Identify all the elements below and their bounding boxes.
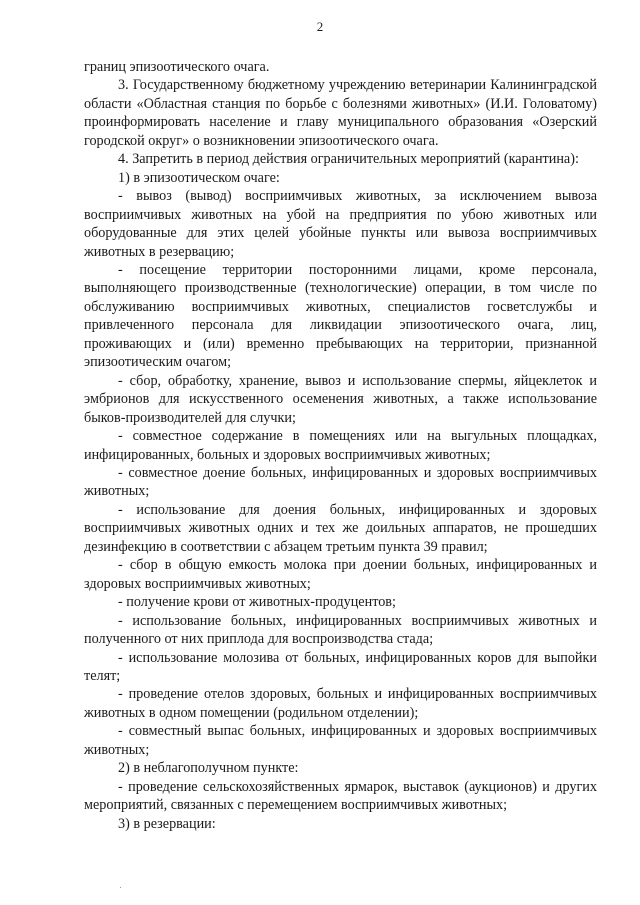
subitem-1-heading: 1) в эпизоотическом очаге: — [118, 169, 280, 186]
restriction-joint-keeping: - совместное содержание в помещениях или на выгульных площадках, инфицированных, больных и здоровых восприимчивых животных; — [84, 428, 597, 463]
restriction-joint-milking: - совместное доение больных, инфицированных и здоровых восприимчивых животных; — [84, 464, 597, 500]
scan-speck — [120, 887, 121, 888]
restriction-breeding-use: - использование больных, инфицированных восприимчивых животных и полученного от них приплода для воспроизводства стада; — [84, 612, 597, 648]
restriction-milk-collection: - сбор в общую емкость молока при доении больных, инфицированных и здоровых восприимчивых животных; — [84, 557, 597, 592]
restriction-fairs: - проведение сельскохозяйственных ярмарок, выставок (аукционов) и других мероприятий, связанных с перемещением восприимчивых животных; — [84, 778, 597, 814]
subitem-2-heading: 2) в неблагополучном пункте: — [118, 760, 299, 777]
restriction-export-animals: - вывоз (вывод) восприимчивых животных, за исключением вывоза восприимчивых животных на убой на предприятия по убою животных или оборудованные для этих целей убойные пункты или вывоза восприимчивых животных в резервацию; — [84, 188, 597, 260]
restriction-colostrum: - использование молозива от больных, инфицированных коров для выпойки телят; — [84, 649, 597, 684]
paragraph-item-4: 4. Запретить в период действия ограничительных мероприятий (карантина): — [118, 151, 579, 168]
page-number: 2 — [316, 19, 324, 34]
subitem-3-heading: 3) в резервации: — [118, 815, 216, 832]
restriction-joint-grazing: - совместный выпас больных, инфицированных и здоровых восприимчивых животных; — [84, 723, 597, 758]
document-body — [84, 58, 597, 833]
restriction-blood-collection: - получение крови от животных-продуцентов; — [118, 594, 396, 611]
restriction-visits: - посещение территории посторонними лицами, кроме персонала, выполняющего производственные (технологические) операции, в том числе по обслуживанию восприимчивых животных, специалистов госветслужбы и привлеченного персонала для ликвидации эпизоотического очага, лиц, проживающих и (или) временно пребывающих на территории, признанной эпизоотическим очагом; — [84, 261, 597, 371]
restriction-semen-collection: - сбор, обработку, хранение, вывоз и использование спермы, яйцеклеток и эмбрионов для искусственного осеменения животных, а также использование быков-производителей для случки; — [84, 372, 597, 426]
restriction-milking-equipment: - использование для доения больных, инфицированных и здоровых восприимчивых животных одних и тех же доильных аппаратов, не прошедших дезинфекцию в соответствии с абзацем третьим пункта 39 правил; — [84, 501, 597, 555]
paragraph-continuation: границ эпизоотического очага. — [84, 59, 270, 75]
paragraph-item-3: 3. Государственному бюджетному учреждению ветеринарии Калининградской области «Областная станция по борьбе с болезнями животных» (И.И. Головатому) проинформировать население и главу муниципального образования «Озерский городской округ» о возникновении эпизоотического очага. — [84, 77, 597, 149]
restriction-calving: - проведение отелов здоровых, больных и инфицированных восприимчивых животных в одном помещении (родильном отделении); — [84, 686, 597, 721]
